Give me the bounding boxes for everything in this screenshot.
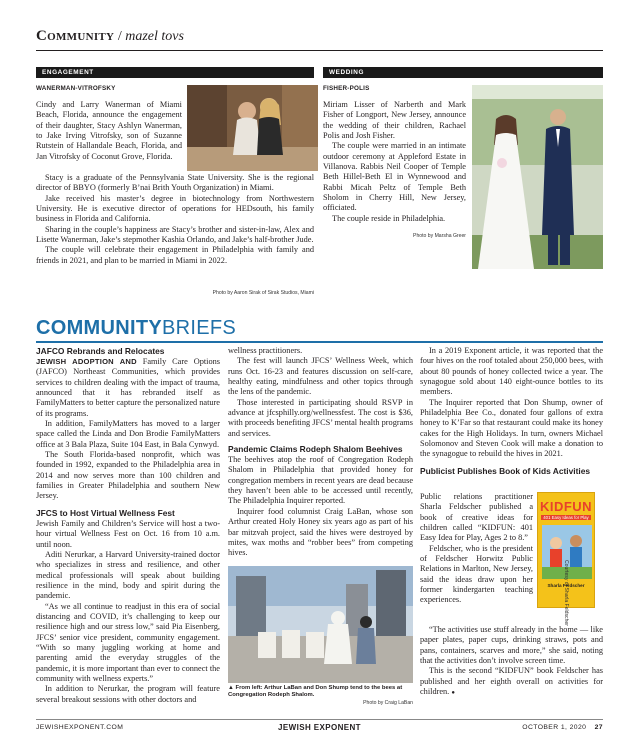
wedding-paragraph-1: Miriam Lisser of Narberth and Mark Fisher of Longport, New Jersey, announce the wedding of their children, Rachael Polis and Josh Fisher. [323, 100, 466, 141]
footer-date-page [522, 724, 603, 731]
section-header [36, 27, 603, 47]
wedding-paragraph-3: The couple reside in Philadelphia. [332, 213, 446, 223]
jafco-headline: JAFCO Rebrands and Relocates [36, 346, 165, 356]
beehives-photo [228, 566, 413, 683]
engagement-byline: WANERMAN-VITROFSKY [36, 85, 116, 92]
book-subtitle: 401 Easy Ideas for Play [541, 515, 591, 520]
briefs-rule [36, 341, 603, 343]
wedding-byline: FISHER-POLIS [323, 85, 370, 92]
couple-photo-illustration [187, 85, 318, 171]
wedding-paragraph-2: The couple were married in an intimate outdoor ceremony at Appleford Estate in Villanova. Rabbis Neil Cooper of Temple Beth Hillel-Beth El in Wynnewood and Rabbi Micah Peltz of Temple Beth Sholom in Cherry Hill, New Jersey, officiated. [323, 141, 466, 213]
briefs-column-1 [36, 346, 220, 705]
wellness-paragraph-3: Those interested in participating should RSVP in advance at jfcsphilly.org/wellnessfest. The cost is $36, with proceeds benefiting JFCS’ mental health programs and services. [228, 397, 413, 438]
kidfun-paragraph-1: Public relations practitioner Sharla Feldscher published a book of creative ideas for children called “KIDFUN: 401 Easy Idea for Play, Ages 2 to 8.” [420, 492, 533, 543]
footer-date: OCTOBER 1, 2020 [522, 724, 587, 731]
jfcs-paragraph-3: “As we all continue to readjust in this era of social distancing and COVID, it’s challenging to keep our resilience high and our stress low,” said Pia Eisenberg, JFCS’ senior vice president, community engagement. “With so many juggling working at home and parenting amid the everyday struggles of the pandemic, it is more important than ever to connect the community with wellness experts.” [36, 601, 220, 683]
engagement-photo-credit: Photo by Aaron Sirak of Sirak Studios, Miami [212, 290, 314, 296]
engagement-text-bottom [36, 173, 314, 266]
kidfun-body-text [420, 625, 603, 698]
book-author: Sharla Feldscher [547, 583, 585, 588]
jfcs-headline: JFCS to Host Virtual Wellness Fest [36, 507, 175, 518]
engagement-paragraph-1: Cindy and Larry Wanerman of Miami Beach, Florida, announce the engagement of their daughter, Stacy Ashlyn Wanerman, to Jake Irving Vitrofsky, son of Suzanne Rutstein of Hallandale Beach, Florida, and Jan Vitrofsky of Coconut Grove, Florida. [36, 100, 182, 161]
section-separator: / [114, 29, 126, 44]
kidfun-paragraph-4-text: This is the second “KIDFUN” book Feldscher has published and her eighth overall on activities for children. [420, 666, 603, 697]
footer-rule [36, 719, 603, 720]
section-name: Community [36, 28, 115, 44]
jfcs-paragraph-4: In addition to Nerurkar, the program will feature several breakout sessions with other doctors and [36, 684, 220, 704]
briefs-title [36, 317, 236, 341]
wedding-text [323, 100, 466, 224]
engagement-photo [187, 85, 318, 171]
caption-triangle-icon: ▲ [228, 685, 236, 691]
engagement-paragraph-2: Stacy is a graduate of the Pennsylvania State University. She is the regional director of BBYO (formerly B’nai Brith Youth Organization) in Miami. [36, 173, 314, 193]
jafco-paragraph-3: The South Florida-based nonprofit, which was founded in 1992, expanded to the Philadelphia area in 2014 and now serves more than 100 children and families in Greater Philadelphia and southern New Jersey. [36, 450, 220, 501]
beehives-paragraph-1: The beehives atop the roof of Congregation Rodeph Shalom in Philadelphia that provided honey for congregation members in recent years are dead because they haven’t been able to be accessed until recently, The Philadelphia Inquirer reported. [228, 455, 413, 506]
briefs-column-3 [420, 346, 603, 477]
beehives-photo-credit: Photo by Craig LaBan [363, 700, 413, 706]
end-mark-icon: ● [451, 690, 455, 697]
engagement-label: ENGAGEMENT [36, 67, 314, 78]
header-rule [36, 50, 603, 51]
jafco-paragraph-1 [36, 357, 220, 419]
bees-paragraph-3: In a 2019 Exponent article, it was reported that the four hives on the roof totaled about 250,000 bees, with about 80 pounds of honey collected twice a year. The synagogue sold about 140 eight-ounce bottles to its members. [420, 346, 603, 397]
jafco-paragraph-1-text: Family Care Options (JAFCO) Northeast Communities, which provides services to children dealing with the impact of trauma, announced that it has rebranded itself as FamilyMatters to better capture the personalized nature of its programs. [36, 357, 220, 418]
kidfun-headline: Publicist Publishes Book of Kids Activities [420, 465, 591, 476]
wedding-label: WEDDING [323, 67, 603, 78]
briefs-column-2 [228, 346, 413, 559]
beehives-caption [228, 685, 413, 699]
kidfun-paragraph-2: Feldscher, who is the president of Feldscher Horwitz Public Relations in Marlton, New Jersey, said the ideas draw upon her former kindergarten teaching experiences. [420, 543, 533, 605]
wedding-photo-illustration [472, 85, 603, 269]
section-subtitle: mazel tovs [125, 29, 184, 44]
engagement-paragraph-5: The couple will celebrate their engagement in Philadelphia with family and friends in 2021, and plan to be married in Miami in 2022. [36, 245, 314, 265]
kidfun-wrap-text [420, 492, 533, 606]
jafco-paragraph-2: In addition, FamilyMatters has moved to a larger space called the Linda and Don Brodie FamilyMatters office at 3 Bala Plaza, Suite 104 East, in Bala Cynwyd. [36, 419, 220, 449]
jafco-lead-in: JEWISH ADOPTION AND [36, 357, 137, 366]
kidfun-book-credit: Courtesy of Sharla Feldscher [563, 560, 569, 626]
footer-site: JEWISHEXPONENT.COM [36, 724, 124, 731]
book-title: KIDFUN [539, 499, 593, 514]
engagement-text-top [36, 100, 182, 162]
footer-page-number: 27 [594, 724, 603, 731]
rooftop-bees-illustration [228, 566, 413, 683]
footer-paper: JEWISH EXPONENT [278, 723, 361, 732]
wellness-paragraph-cont: wellness practitioners. [228, 346, 303, 355]
wedding-photo-credit: Photo by Marsha Greer [413, 233, 466, 239]
engagement-paragraph-3: Jake received his master’s degree in biotechnology from Northwestern University. He is executive director of operations for HEDsouth, his family business in Florida and California. [36, 193, 314, 224]
briefs-title-bold: COMMUNITY [36, 317, 163, 339]
engagement-paragraph-4: Sharing in the couple’s happiness are Stacy’s brother and sister-in-law, Alex and Lisette Wanerman, Jake’s stepmother Kashia Orlando, and Jake’s half-brother Jude. [36, 224, 314, 245]
briefs-title-light: BRIEFS [162, 317, 237, 339]
bees-paragraph-4: The Inquirer reported that Don Shump, owner of Philadelphia Bee Co., donated four gallons of extra honey to K’Far so that restaurant could make its honey cakes for the High Holidays. In turn, owners Michael Solomonov and Steven Cook will make a donation to the synagogue to rebuild the hives in 2021. [420, 397, 603, 459]
beehives-caption-text: From left: Arthur LaBan and Don Shump tend to the bees at Congregation Rodeph Shalom. [228, 685, 403, 699]
kidfun-paragraph-3: “The activities use stuff already in the home — like paper plates, paper cups, drinking straws, pots and pans, containers, scarves and more,” she said, noting that the activities don’t involve screen time. [420, 625, 603, 666]
jfcs-paragraph-2: Aditi Nerurkar, a Harvard University-trained doctor who specializes in stress and resilience, and other medical professionals will speak about building resilience in the mind, body and spirit during the pandemic. [36, 549, 220, 601]
wedding-photo [472, 85, 603, 269]
wellness-paragraph-2: The fest will launch JFCS’ Wellness Week, which runs Oct. 16-23 and features discussion on self-care, healthy eating, mindfulness and other topics through the lens of the pandemic. [228, 356, 413, 397]
jfcs-paragraph-1: Jewish Family and Children’s Service will host a two-hour virtual Wellness Fest on Oct. 16 from 10 a.m. until noon. [36, 518, 220, 549]
beehives-paragraph-2: Inquirer food columnist Craig LaBan, whose son Arthur created Holy Honey six years ago as part of his bar mitzvah project, said the hives were destroyed by mites, wax moths and “robber bees” from competing hives. [228, 506, 413, 558]
beehives-headline: Pandemic Claims Rodeph Shalom Beehives [228, 444, 403, 455]
kidfun-paragraph-4 [420, 666, 603, 698]
